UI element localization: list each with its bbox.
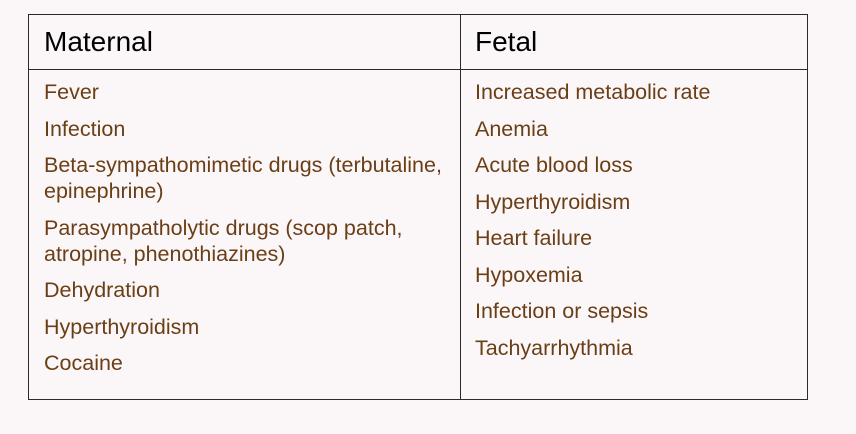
maternal-header: Maternal [44, 26, 153, 57]
list-item: Fever [44, 80, 99, 104]
list-item: Acute blood loss [475, 153, 633, 177]
fetal-list [461, 69, 807, 361]
list-item: Infection [44, 116, 126, 141]
list-item: Infection or sepsis [475, 299, 649, 323]
list-item: Beta-sympathomimetic drugs (terbutaline, epinephrine) [44, 153, 442, 203]
maternal-column [29, 15, 460, 387]
list-item: Cocaine [44, 351, 123, 375]
list-item: Hypoxemia [475, 262, 583, 287]
maternal-list [29, 69, 460, 376]
list-item: Tachyarrhythmia [475, 335, 633, 360]
list-item: Parasympatholytic drugs (scop patch, atropine, phenothiazines) [44, 215, 403, 266]
list-item: Anemia [475, 116, 548, 141]
fetal-column [461, 15, 807, 371]
causes-table [28, 14, 808, 400]
list-item: Hyperthyroidism [475, 189, 631, 214]
list-item: Hyperthyroidism [44, 314, 200, 339]
fetal-header: Fetal [475, 26, 538, 57]
list-item: Increased metabolic rate [475, 80, 711, 104]
list-item: Heart failure [475, 226, 593, 250]
list-item: Dehydration [44, 278, 160, 302]
